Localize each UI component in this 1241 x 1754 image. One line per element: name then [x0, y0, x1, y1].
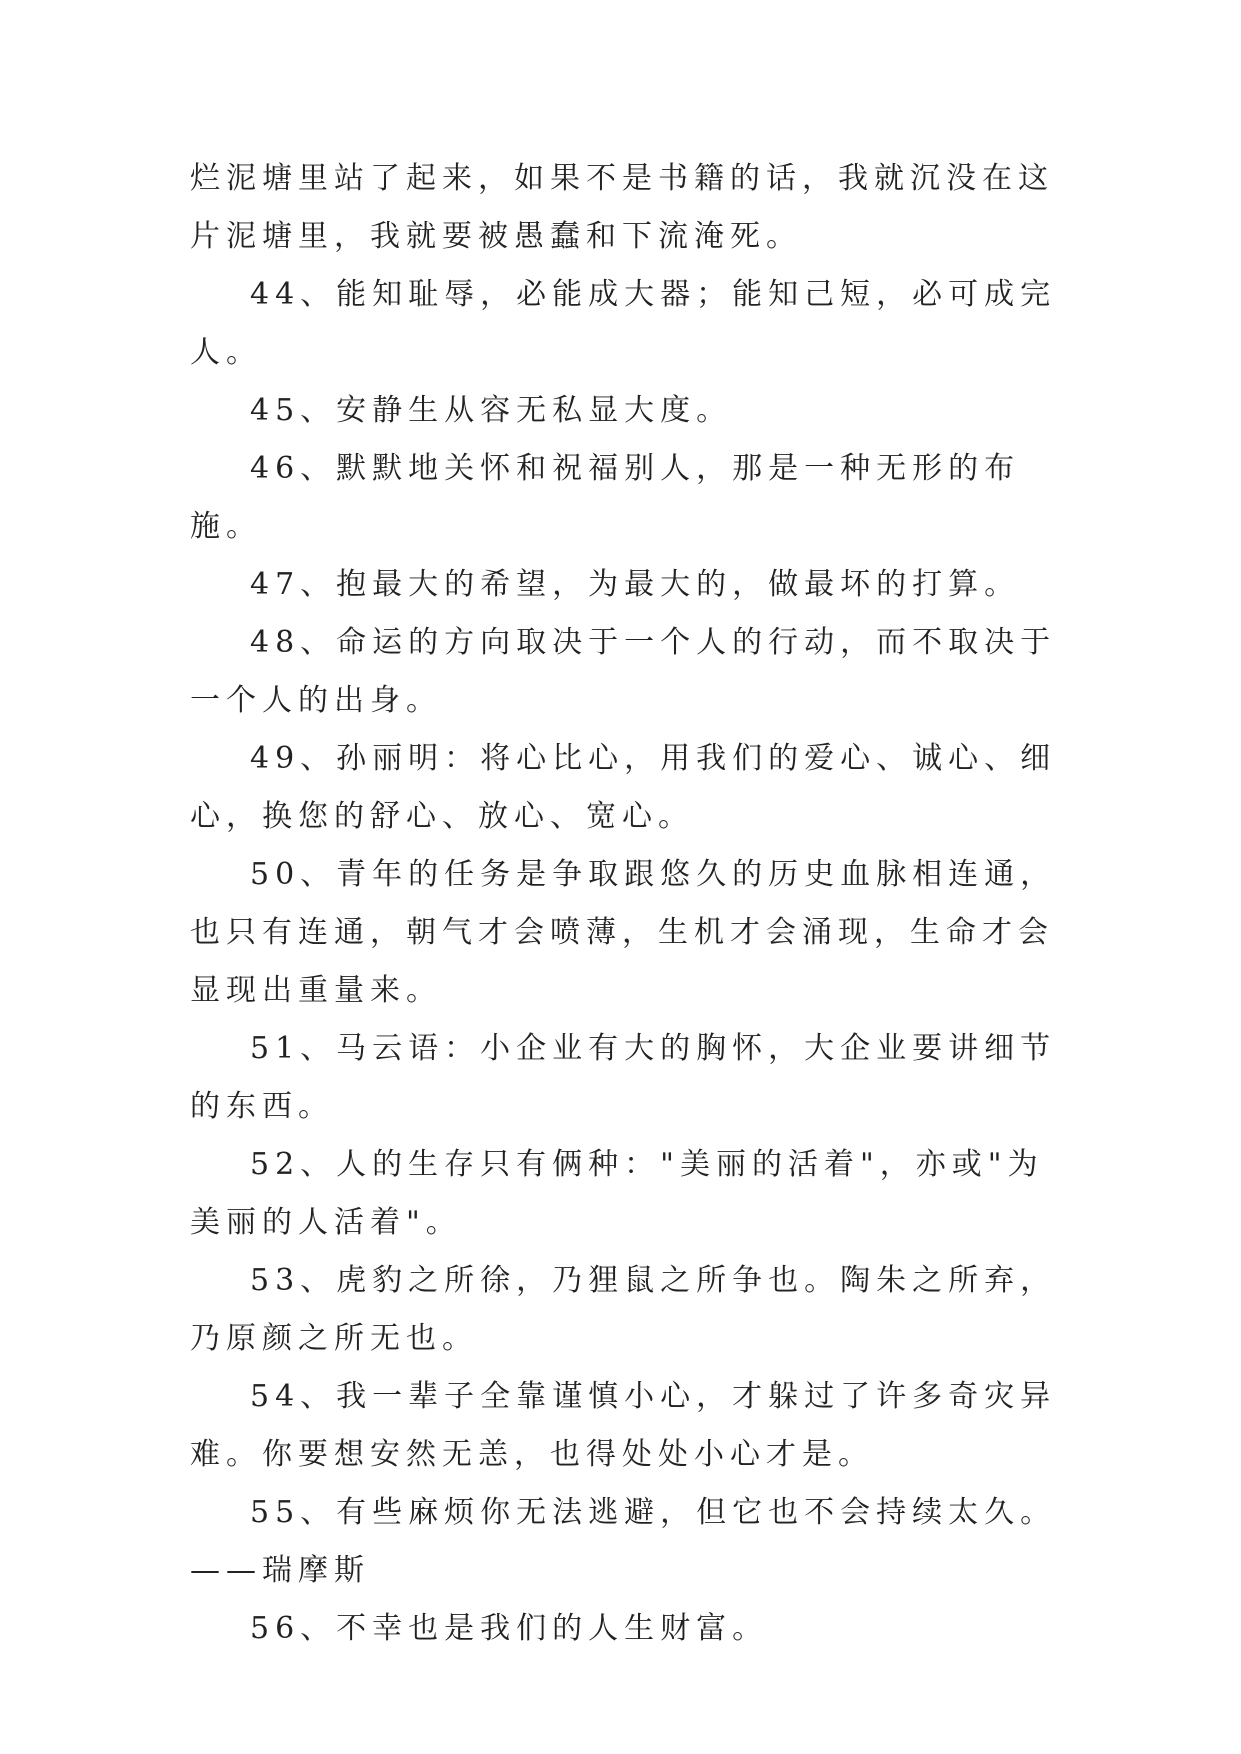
- quote-44: 44、能知耻辱，必能成大器；能知己短，必可成完人。: [190, 277, 1057, 370]
- quote-45: 45、安静生从容无私显大度。: [250, 393, 733, 428]
- quote-51: 51、马云语：小企业有大的胸怀，大企业要讲细节的东西。: [190, 1031, 1057, 1124]
- quote-48: 48、命运的方向取决于一个人的行动，而不取决于一个人的出身。: [190, 625, 1057, 718]
- quote-47: 47、抱最大的希望，为最大的，做最坏的打算。: [250, 567, 1021, 602]
- quote-49: 49、孙丽明：将心比心，用我们的爱心、诚心、细心，换您的舒心、放心、宽心。: [190, 741, 1057, 834]
- document-body: [190, 150, 1060, 1658]
- quote-55: 55、有些麻烦你无法逃避，但它也不会持续太久。——瑞摩斯: [190, 1495, 1057, 1588]
- quote-50: 50、青年的任务是争取跟悠久的历史血脉相连通，也只有连通，朝气才会喷薄，生机才会涌现，生命才会显现出重量来。: [190, 857, 1057, 1008]
- quote-53: 53、虎豹之所徐，乃狸鼠之所争也。陶朱之所弃，乃原颜之所无也。: [190, 1263, 1057, 1356]
- quote-56: 56、不幸也是我们的人生财富。: [250, 1611, 769, 1646]
- quote-52: 52、人的生存只有俩种："美丽的活着"，亦或"为美丽的人活着"。: [190, 1147, 1044, 1240]
- paragraph-continued: 烂泥塘里站了起来，如果不是书籍的话，我就沉没在这片泥塘里，我就要被愚蠢和下流淹死。: [190, 161, 1054, 254]
- quote-54: 54、我一辈子全靠谨慎小心，才躲过了许多奇灾异难。你要想安然无恙，也得处处小心才是。: [190, 1379, 1057, 1472]
- quote-46: 46、默默地关怀和祝福别人，那是一种无形的布施。: [190, 451, 1021, 544]
